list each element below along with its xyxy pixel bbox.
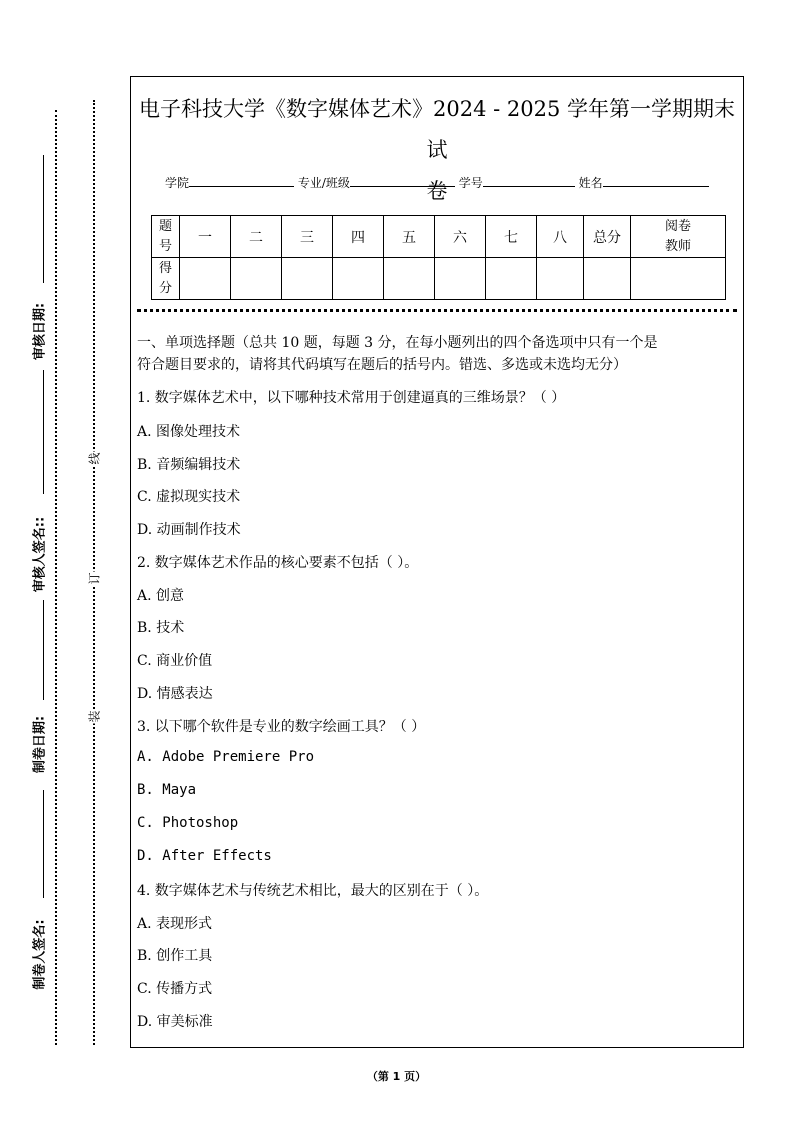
- score-cell[interactable]: [486, 258, 537, 300]
- name-input[interactable]: [603, 174, 709, 187]
- score-cell[interactable]: [180, 258, 231, 300]
- seal-char-staple: 订: [87, 572, 102, 585]
- score-cell[interactable]: [282, 258, 333, 300]
- option-a[interactable]: A. 图像处理技术: [137, 424, 241, 440]
- score-table-header-row: [152, 216, 726, 258]
- reviewer-signature-label: 审核人签名::: [32, 516, 48, 593]
- col-header: 六: [435, 216, 486, 258]
- score-cell[interactable]: [384, 258, 435, 300]
- option-a[interactable]: A. 创意: [137, 588, 185, 604]
- college-label: 学院: [165, 176, 190, 190]
- compiler-signature-label: 制卷人签名:: [32, 919, 48, 990]
- title-line-1: 电子科技大学《数字媒体艺术》2024 - 2025 学年第一学期期末试: [138, 97, 735, 162]
- exam-frame: [130, 76, 744, 1048]
- student-id-label: 学号: [458, 176, 483, 190]
- option-b[interactable]: B. 技术: [137, 620, 185, 636]
- grader-line-2: 教师: [664, 238, 691, 254]
- question-no-char-2: 号: [158, 238, 172, 254]
- binding-margin: [0, 0, 128, 1122]
- name-label: 姓名: [578, 176, 603, 190]
- score-cell[interactable]: [537, 258, 584, 300]
- seal-char-line: 线: [87, 452, 102, 465]
- col-header-total: 总分: [584, 216, 631, 258]
- instructions-line-1: 一、单项选择题（总共 10 题，每题 3 分，在每小题列出的四个备选项中只有一个是: [137, 335, 658, 351]
- score-label: [152, 258, 180, 300]
- option-d[interactable]: D. 动画制作技术: [137, 522, 241, 538]
- option-a[interactable]: A. 表现形式: [137, 916, 213, 932]
- section-1-instructions: [137, 332, 737, 376]
- grader-header: [631, 216, 726, 258]
- dotted-separator: [137, 309, 737, 312]
- page-number: （第 1 页）: [366, 1070, 427, 1083]
- college-input[interactable]: [189, 174, 294, 187]
- col-header: 八: [537, 216, 584, 258]
- seal-char-bind: 装: [87, 710, 102, 723]
- col-header: 二: [231, 216, 282, 258]
- option-c[interactable]: C. 虚拟现实技术: [137, 489, 241, 505]
- score-cell[interactable]: [435, 258, 486, 300]
- score-label-char-2: 分: [158, 280, 172, 296]
- score-cell[interactable]: [231, 258, 282, 300]
- grader-signature-cell[interactable]: [631, 258, 726, 300]
- student-id-input[interactable]: [483, 174, 575, 187]
- question-stem: 4. 数字媒体艺术与传统艺术相比，最大的区别在于（ ）。: [137, 883, 489, 899]
- option-d[interactable]: D. 情感表达: [137, 686, 213, 702]
- dotted-guide-outer: [55, 110, 57, 1045]
- question-stem: 2. 数字媒体艺术作品的核心要素不包括（ ）。: [137, 555, 419, 571]
- major-class-label: 专业/班级: [297, 176, 350, 190]
- question-stem: 3. 以下哪个软件是专业的数字绘画工具？（ ）: [137, 719, 426, 735]
- score-cell-total[interactable]: [584, 258, 631, 300]
- question-stem: 1. 数字媒体艺术中，以下哪种技术常用于创建逼真的三维场景？（ ）: [137, 390, 566, 406]
- option-b[interactable]: B. 创作工具: [137, 948, 213, 964]
- student-info-row: [165, 174, 709, 191]
- signature-line-review-date: [43, 155, 44, 283]
- col-header: 四: [333, 216, 384, 258]
- col-header: 七: [486, 216, 537, 258]
- grader-line-1: 阅卷: [664, 218, 691, 234]
- col-header: 三: [282, 216, 333, 258]
- score-table: [151, 215, 726, 300]
- title-line-2: 卷: [426, 179, 448, 203]
- instructions-line-2: 符合题目要求的，请将其代码填写在题后的括号内。错选、多选或未选均无分）: [137, 357, 627, 373]
- compile-date-label: 制卷日期:: [32, 715, 48, 774]
- col-header: 五: [384, 216, 435, 258]
- exam-title: [131, 89, 743, 212]
- option-c[interactable]: C. 商业价值: [137, 653, 213, 669]
- option-b[interactable]: B. Maya: [137, 782, 197, 798]
- option-c[interactable]: C. 传播方式: [137, 981, 213, 997]
- option-d[interactable]: D. After Effects: [137, 848, 272, 864]
- major-class-input[interactable]: [350, 174, 455, 187]
- score-label-char-1: 得: [158, 260, 172, 276]
- signature-line-compile-date: [43, 600, 44, 700]
- signature-line-reviewer: [43, 370, 44, 494]
- question-no-header: [152, 216, 180, 258]
- option-a[interactable]: A. Adobe Premiere Pro: [137, 749, 315, 765]
- col-header: 一: [180, 216, 231, 258]
- review-date-label: 审核日期:: [32, 302, 48, 361]
- option-c[interactable]: C. Photoshop: [137, 815, 239, 831]
- signature-line-compiler: [43, 790, 44, 898]
- option-d[interactable]: D. 审美标准: [137, 1014, 213, 1030]
- question-no-char-1: 题: [158, 218, 172, 234]
- score-cell[interactable]: [333, 258, 384, 300]
- score-row: [152, 258, 726, 300]
- option-b[interactable]: B. 音频编辑技术: [137, 457, 241, 473]
